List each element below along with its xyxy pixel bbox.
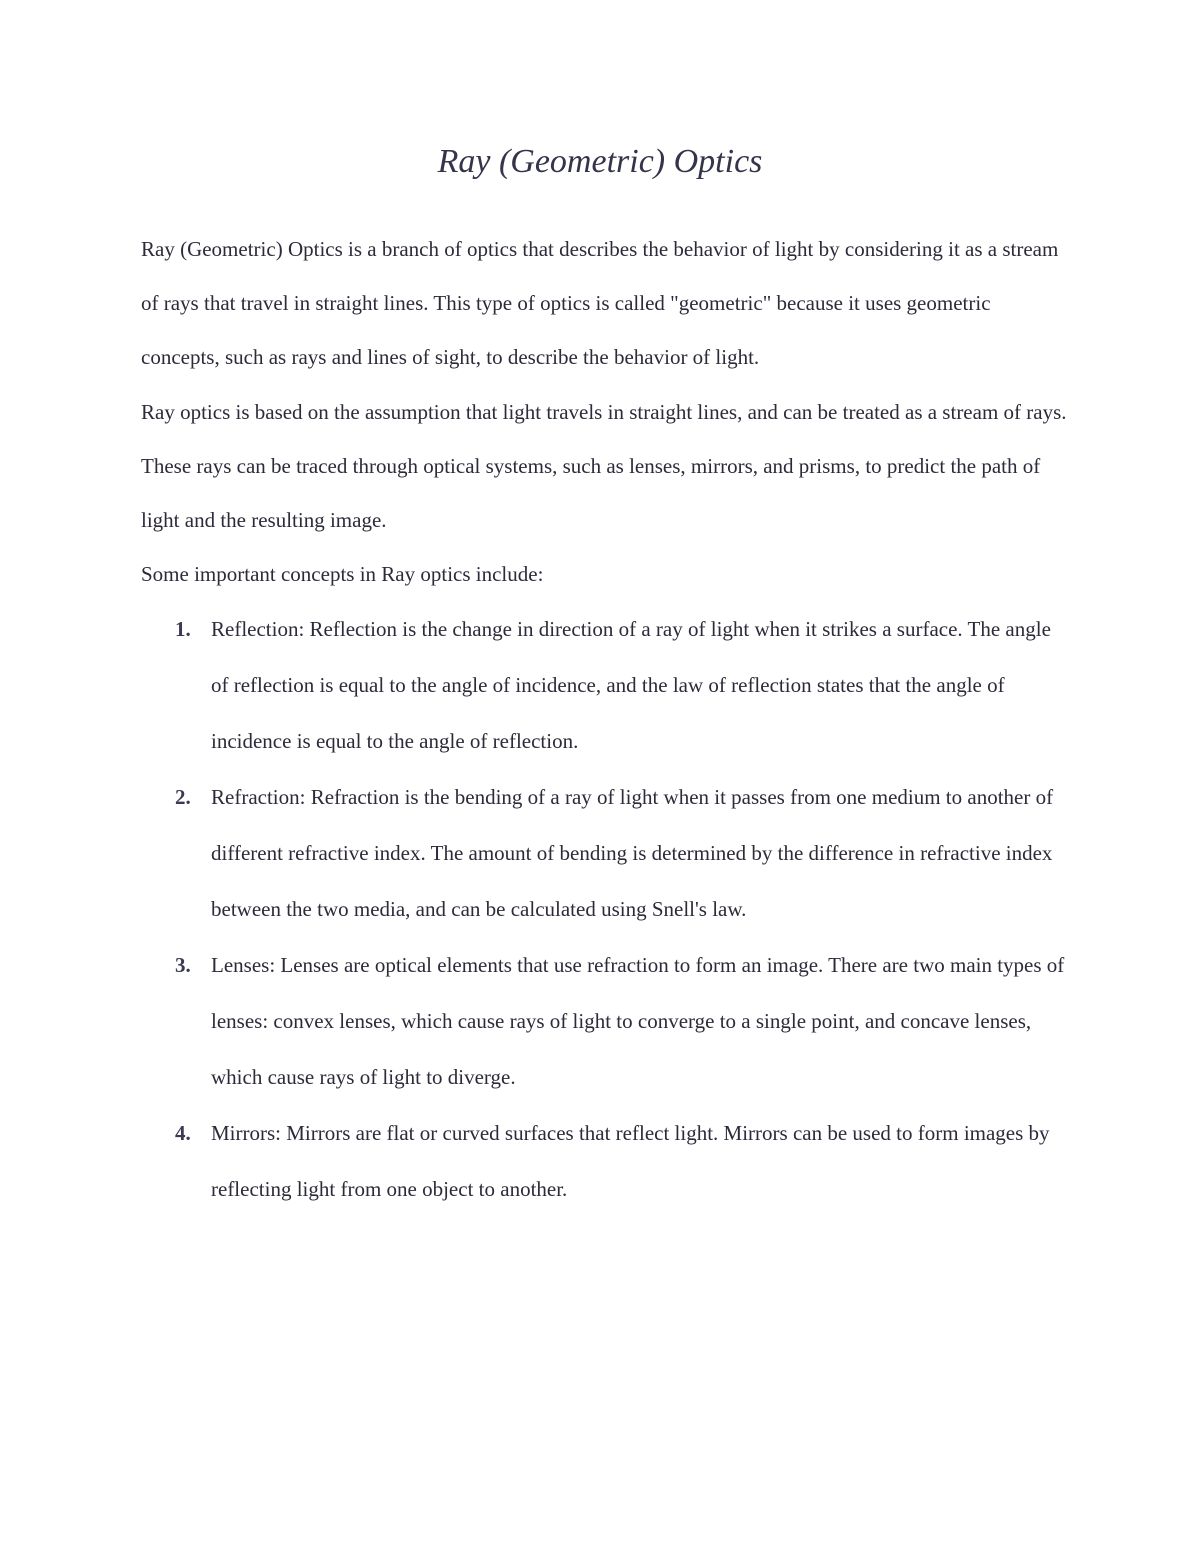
assumption-paragraph: Ray optics is based on the assumption that light travels in straight lines, and can be treated as a stream of rays. These rays can be traced through optical systems, such as lenses, mirrors, and prisms, to predict the path of light and the resulting image. <box>141 399 1067 533</box>
list-item-text: Lenses: Lenses are optical elements that use refraction to form an image. There are two main types of lenses: convex lenses, which cause rays of light to converge to a single point, and concave lenses, which cause rays of light to diverge. <box>211 953 1065 1090</box>
list-item-text: Refraction: Refraction is the bending of a ray of light when it passes from one medium to another of different refractive index. The amount of bending is determined by the difference in refractive index between the two media, and can be calculated using Snell's law. <box>211 785 1054 922</box>
list-number: 4. <box>175 1121 191 1146</box>
list-item-text: Reflection: Reflection is the change in direction of a ray of light when it strikes a surface. The angle of reflection is equal to the angle of incidence, and the law of reflection states that the angle of incidence is equal to the angle of reflection. <box>211 617 1051 754</box>
intro-paragraph: Ray (Geometric) Optics is a branch of optics that describes the behavior of light by considering it as a stream of rays that travel in straight lines. This type of optics is called "geometric" because it uses geometric concepts, such as rays and lines of sight, to describe the behavior of light. <box>141 237 1059 370</box>
list-item-reflection <box>141 601 1071 769</box>
list-item-mirrors <box>141 1105 1071 1217</box>
concepts-list <box>141 601 1071 1217</box>
list-number: 3. <box>175 953 191 978</box>
list-item-refraction <box>141 769 1071 937</box>
document-title: Ray (Geometric) Optics <box>437 143 763 180</box>
list-item-text: Mirrors: Mirrors are flat or curved surfaces that reflect light. Mirrors can be used to form images by reflecting light from one object to another. <box>211 1121 1050 1202</box>
list-item-lenses <box>141 937 1071 1105</box>
concepts-intro: Some important concepts in Ray optics include: <box>141 562 544 587</box>
document-body <box>141 222 1071 1217</box>
list-number: 1. <box>175 617 191 642</box>
list-number: 2. <box>175 785 191 810</box>
